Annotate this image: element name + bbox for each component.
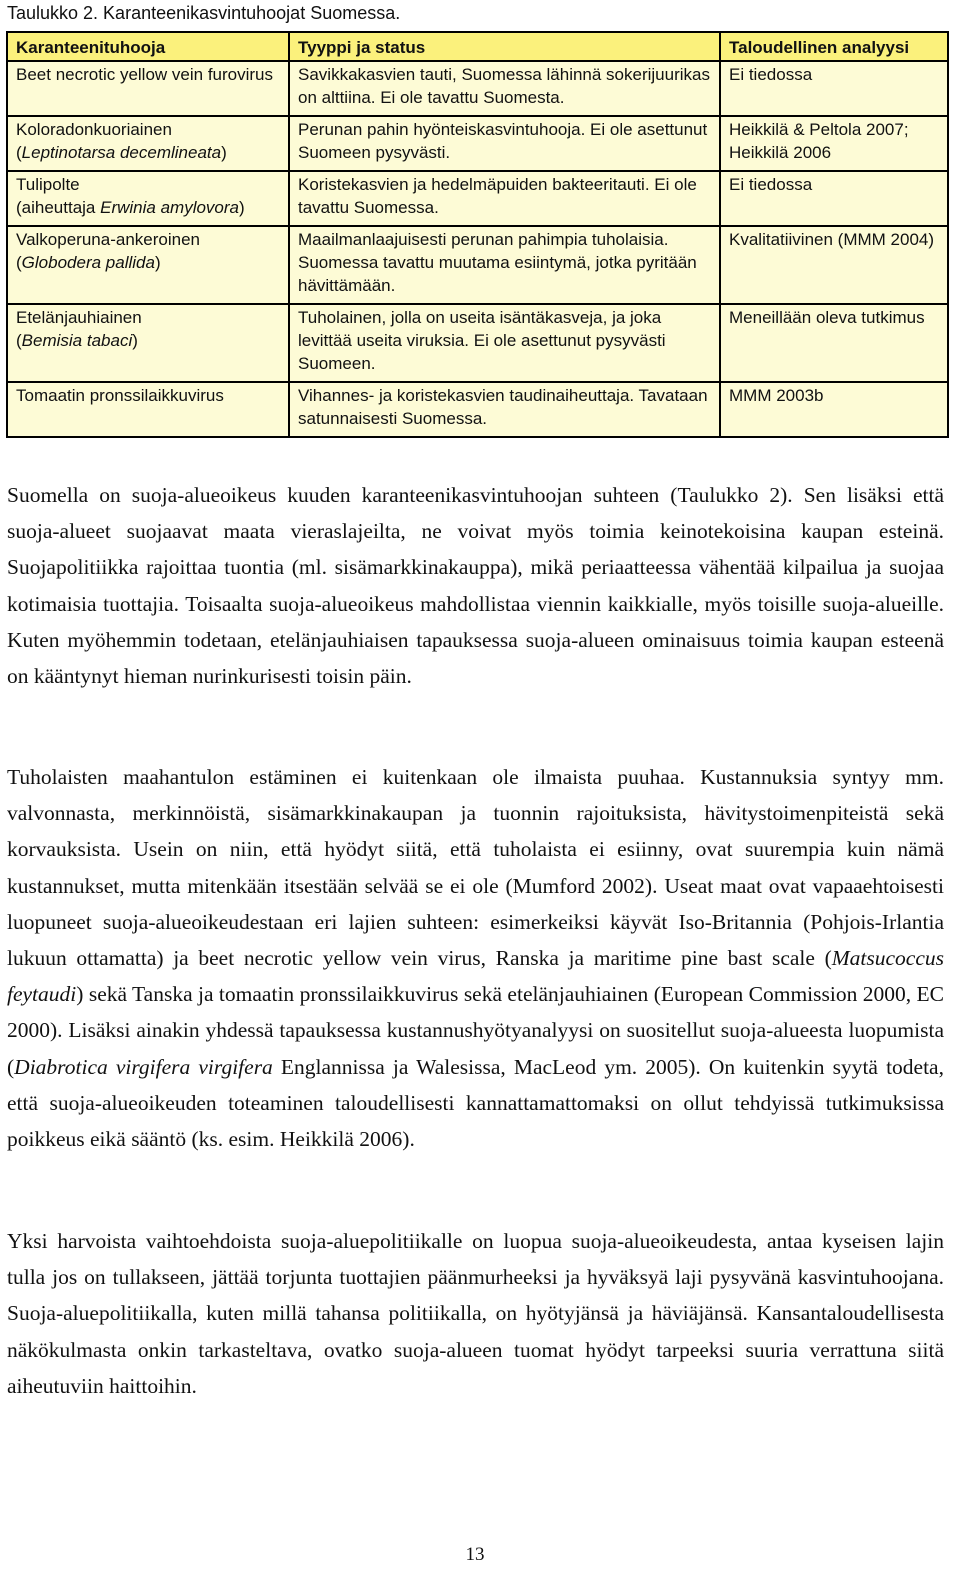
pest-name-suffix: ) [221,143,227,162]
pest-status: Savikkakasvien tauti, Suomessa lähinnä sokerijuurikas on alttiina. Ei ole tavattu Suomesta. [289,61,720,116]
paragraph-protected-zone-rights: Suomella on suoja-alueoikeus kuuden karanteenikasvintuhoojan suhteen (Taulukko 2). Sen lisäksi että suoja-alueet suojaavat maata vieraslajeilta, ne voivat myös toimia keinotekoisina kaupan esteinä. Suojapolitiikka rajoittaa tuontia (ml. sisämarkkinakauppa), mikä periaatteessa vähentää kilpailua ja suojaa kotimaisia tuottajia. Toisaalta suoja-alueoikeus mahdollistaa viennin kaikkialle, myös toisille suoja-alueille. Kuten myöhemmin todetaan, etelänjauhiaisen tapauksessa suoja-alueen ominaisuus toimia kaupan esteenä on kääntynyt hieman nurinkurisesti toisin päin. [7,483,944,689]
table-row [7,116,948,171]
pest-name-cell [7,304,289,382]
header-pest: Karanteenituhooja [7,32,289,61]
pest-common-name: Tulipolte [16,175,80,194]
pest-common-name: Valkoperuna-ankeroinen [16,230,200,249]
pest-name-cell [7,116,289,171]
pest-latin-name: Leptinotarsa decemlineata [21,143,222,162]
pest-common-name: Etelänjauhiainen [16,308,142,327]
pest-name-prefix: ( [16,253,22,272]
paragraph-text: ) sekä Tanska ja tomaatin pronssilaikkuvirus sekä etelänjauhiainen (European Commission 2000, EC 2000). Lisäksi ainakin yhdessä tapauksessa kustannushyötyanalyysi on suositellut suoja-alueesta luopumista ( [7,982,944,1079]
pest-common-name: Beet necrotic yellow vein furovirus [16,65,274,84]
pest-name-prefix: (aiheuttaja [16,198,101,217]
table-row [7,226,948,304]
pest-name-prefix: ( [16,331,22,350]
pest-name-suffix: ) [132,331,138,350]
pest-latin-name: Erwinia amylovora [100,198,240,217]
table-header-row [7,32,948,61]
pest-status: Tuholainen, jolla on useita isäntäkasveja, ja joka levittää useita viruksia. Ei ole asettunut pysyvästi Suomeen. [289,304,720,382]
pest-status: Koristekasvien ja hedelmäpuiden bakteeritauti. Ei ole tavattu Suomessa. [289,171,720,226]
pest-analysis: Ei tiedossa [720,61,948,116]
latin-name: Matsucoccus feytaudi [7,946,944,1007]
pest-name-cell [7,382,289,437]
table-caption: Taulukko 2. Karanteenikasvintuhoojat Suomessa. [7,3,401,23]
pest-common-name: Koloradonkuoriainen [16,120,172,139]
table-row [7,382,948,437]
paragraph-text: Englannissa ja Walesissa, MacLeod ym. 2005). On kuitenkin syytä todeta, että suoja-alueoikeuden toteaminen taloudellisesti kannattamattomaksi on ollut tehdyissä tutkimuksissa poikkeus eikä sääntö (ks. esim. Heikkilä 2006). [7,1054,944,1152]
pest-status: Perunan pahin hyönteiskasvintuhooja. Ei ole asettunut Suomeen pysyvästi. [289,116,720,171]
header-economic-analysis: Taloudellinen analyysi [720,32,948,61]
paragraph-pest-entry-costs [7,759,944,1157]
pest-name-cell [7,61,289,116]
pest-name-cell [7,171,289,226]
pest-status: Maailmanlaajuisesti perunan pahimpia tuholaisia. Suomessa tavattu muutama esiintymä, jotka pyritään hävittämään. [289,226,720,304]
pest-analysis: Meneillään oleva tutkimus [720,304,948,382]
pest-analysis: Kvalitatiivinen (MMM 2004) [720,226,948,304]
latin-name: Diabrotica virgifera virgifera [14,1054,273,1079]
table-row [7,171,948,226]
pest-status: Vihannes- ja koristekasvien taudinaiheuttaja. Tavataan satunnaisesti Suomessa. [289,382,720,437]
pest-analysis: Ei tiedossa [720,171,948,226]
paragraph-text: Tuholaisten maahantulon estäminen ei kuitenkaan ole ilmaista puuhaa. Kustannuksia syntyy mm. valvonnasta, merkinnöistä, sisämarkkinakaupan ja tuonnin rajoituksista, hävitystoimenpiteistä sekä korvauksista. Usein on niin, että hyödyt siitä, että tuholaista ei esiinny, ovat suurempia kuin nämä kustannukset, mutta mitenkään itsestään selvää se ei ole (Mumford 2002). Useat maat ovat vapaaehtoisesti luopuneet suoja-alueoikeudestaan eri lajien suhteen: esimerkeiksi käyvät Iso-Britannia (Pohjois-Irlantia lukuun ottamatta) ja beet necrotic yellow vein virus, Ranska ja maritime pine bast scale ( [7,765,944,971]
pest-name-suffix: ) [239,198,245,217]
pest-latin-name: Globodera pallida [21,253,155,272]
pest-name-cell [7,226,289,304]
pest-analysis: MMM 2003b [720,382,948,437]
pest-common-name: Tomaatin pronssilaikkuvirus [16,386,224,405]
pest-latin-name: Bemisia tabaci [21,331,133,350]
paragraph-policy-alternatives: Yksi harvoista vaihtoehdoista suoja-aluepolitiikalle on luopua suoja-alueoikeudesta, antaa kyseisen lajin tulla jos on tullakseen, jättää torjunta tuottajien päänmurheeksi ja hyväksyä laji pysyvänä kasvintuhoojana. Suoja-aluepolitiikalla, kuten millä tahansa politiikalla, on hyötyjänsä ja häviäjänsä. Kansantaloudellisesta näkökulmasta onkin tarkasteltava, ovatko suoja-alueen tuomat hyödyt tarpeeksi suuria verrattuna siitä aiheutuviin haittoihin. [7,1229,944,1398]
header-type-status: Tyyppi ja status [289,32,720,61]
page-number: 13 [465,1544,485,1565]
table-row [7,304,948,382]
table-row [7,61,948,116]
pest-name-suffix: ) [154,253,161,272]
quarantine-pests-table [6,31,949,438]
pest-name-prefix: ( [16,143,22,162]
pest-analysis: Heikkilä & Peltola 2007; Heikkilä 2006 [720,116,948,171]
